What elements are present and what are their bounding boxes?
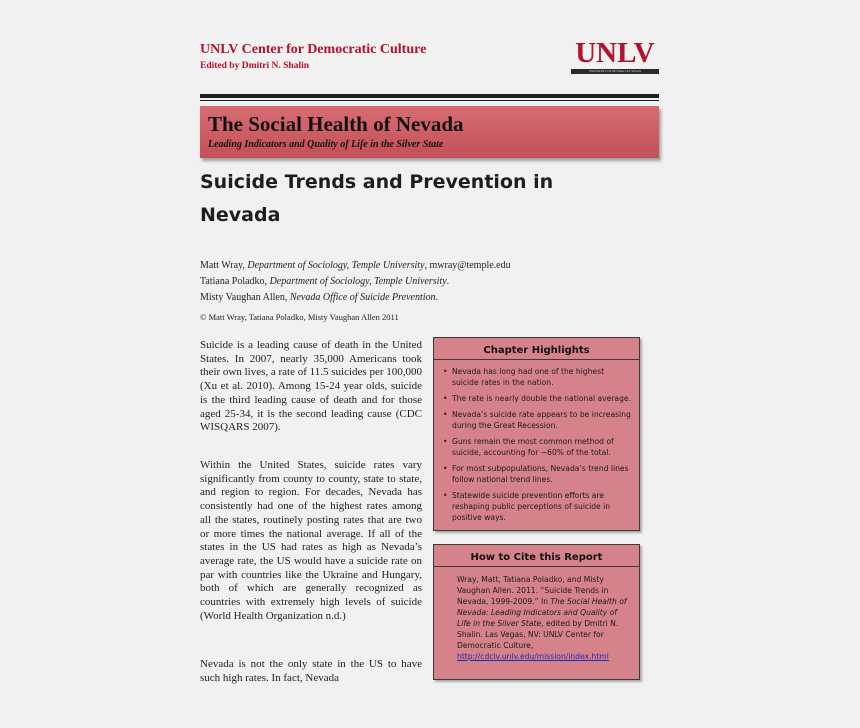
list-item: • Nevada’s suicide rate appears to be increasing during the Great Recession. (443, 410, 631, 430)
list-item: • The rate is nearly double the national average. (443, 394, 631, 403)
citation-box (433, 544, 640, 680)
bullet-icon: • (443, 394, 448, 403)
series-banner (200, 106, 659, 158)
logo-text: UNLV (575, 37, 655, 69)
citation-text: Wray, Matt, Tatiana Poladko, and Misty Vaughan Allen. 2011. “Suicide Trends in Nevada, 1999-2009.” In The Social Health of Nevada: Leading Indicators and Quality of Life in the Silver State, edited by Dmitri N. Shalin. Las Vegas, NV: UNLV Center for Democratic Culture, http://cdclv.unlv.edu/mission/index.html (457, 575, 627, 661)
author-name: Tatiana Poladko, (200, 276, 270, 287)
citation-divider (434, 566, 639, 567)
series-subtitle: Leading Indicators and Quality of Life in the Silver State (208, 139, 444, 150)
logo-subtitle-bar: UNIVERSITY OF NEVADA LAS VEGAS (571, 69, 659, 74)
author-affiliation: Department of Sociology, Temple University (247, 260, 425, 271)
author-affiliation: Department of Sociology, Temple University (269, 276, 447, 287)
bullet-icon: • (443, 367, 448, 376)
list-item: • For most subpopulations, Nevada’s trend lines follow national trend lines. (443, 464, 629, 484)
author-line (200, 258, 511, 274)
header-rule-thin (200, 100, 659, 101)
author-name: Misty Vaughan Allen, (200, 292, 290, 303)
list-item: • Guns remain the most common method of suicide, accounting for ~60% of the total. (443, 437, 614, 457)
body-paragraph-2: Within the United States, suicide rates vary significantly from county to county, state to state, and region to region. For decades, Nevada has consistently had one of the highest rates among all the states, routinely posting rates that are two or more times the national average. If all of the states in the US had rates as high as Nevada’s average rate, the US would have a suicide rate on par with countries like the Ukraine and Hungary, both of which are generally recognized as countries with extremely high levels of suicide (World Health Organization n.d.) (200, 459, 422, 622)
author-email: . (435, 292, 439, 303)
body-paragraph-1: Suicide is a leading cause of death in the United States. In 2007, nearly 35,000 Americans took their own lives, a rate of 11.5 suicides per 100,000 (Xu et al. 2010). Among 15-24 year olds, suicide is the third leading cause of death and for those aged 25-34, it is the second leading cause (CDC WISQARS 2007). (200, 339, 422, 434)
bullet-icon: • (443, 437, 448, 446)
bullet-icon: • (443, 491, 448, 500)
document-title: Suicide Trends and Prevention in Nevada (200, 171, 554, 226)
org-name: UNLV Center for Democratic Culture (200, 42, 427, 57)
highlights-title: Chapter Highlights (483, 345, 590, 356)
author-line (200, 274, 511, 290)
author-line (200, 290, 511, 306)
list-item: • Nevada has long had one of the highest suicide rates in the nation. (443, 367, 605, 387)
bullet-icon: • (443, 410, 448, 419)
body-paragraph-3: Nevada is not the only state in the US to have such high rates. In fact, Nevada (200, 658, 422, 684)
editor-line: Edited by Dmitri N. Shalin (200, 61, 310, 71)
highlights-list (434, 366, 639, 523)
list-item: • Statewide suicide prevention efforts are reshaping public perceptions of suicide in positive ways. (443, 491, 611, 522)
author-name: Matt Wray, (200, 260, 248, 271)
author-affiliation: Nevada Office of Suicide Prevention (289, 292, 436, 303)
author-email: , mwray@temple.edu (424, 260, 511, 271)
highlights-divider (434, 359, 639, 360)
author-email: . (446, 276, 450, 287)
header-rule-thick (200, 94, 659, 98)
author-list (200, 258, 511, 306)
chapter-highlights-box (433, 337, 640, 531)
citation-link[interactable]: http://cdclv.unlv.edu/mission/index.html (457, 652, 609, 661)
unlv-logo (571, 38, 659, 74)
copyright-line: © Matt Wray, Tatiana Poladko, Misty Vaughan Allen 2011 (200, 312, 399, 322)
series-title: The Social Health of Nevada (208, 112, 464, 136)
citation-title: How to Cite this Report (470, 552, 603, 563)
bullet-icon: • (443, 464, 448, 473)
citation-book-title: The Social Health of Nevada: Leading Indicators and Quality of Life in the Silver State (457, 597, 627, 628)
